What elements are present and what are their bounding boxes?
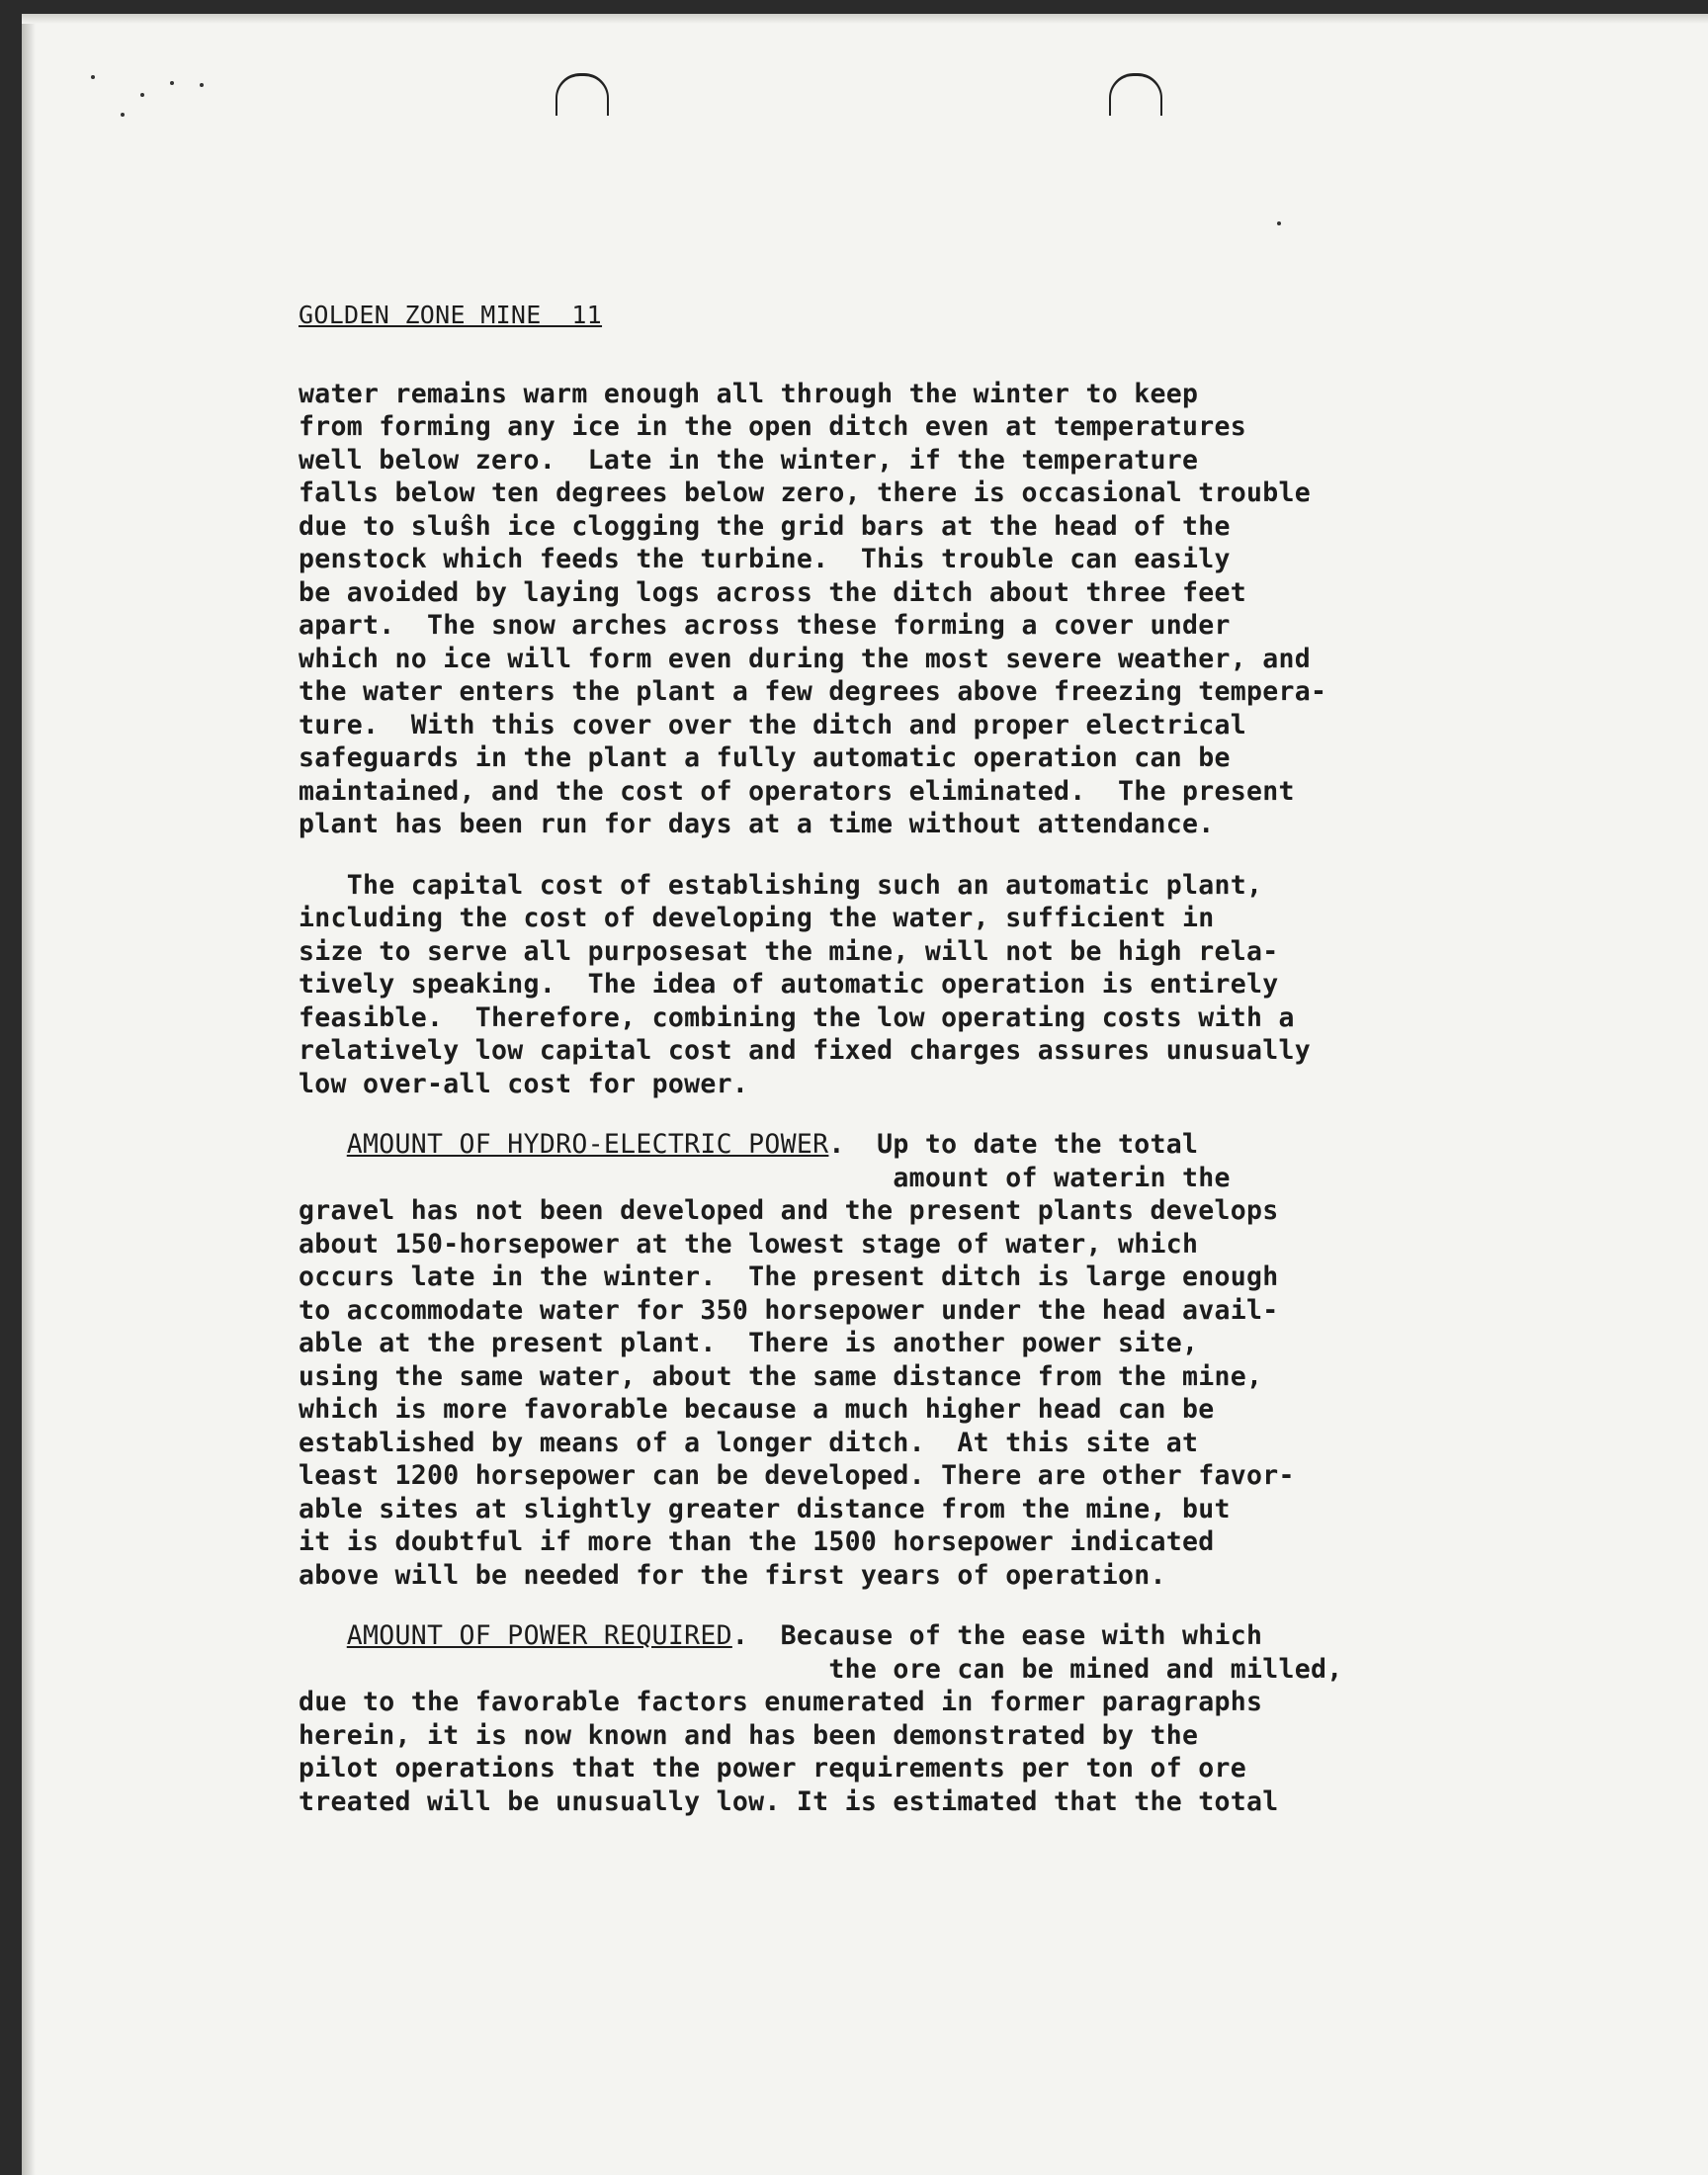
section-hydro-heading: AMOUNT OF HYDRO-ELECTRIC POWER: [346, 1129, 829, 1160]
text-line: including the cost of developing the water, sufficient in: [299, 903, 1215, 933]
text-line: water remains warm enough all through the winter to keep: [299, 378, 1199, 409]
text-line: able sites at slightly greater distance from the mine, but: [299, 1493, 1231, 1524]
text-line: plant has been run for days at a time without attendance.: [299, 809, 1215, 839]
section-power-heading-tail: . Because of the ease with which: [731, 1620, 1263, 1651]
text-line: feasible. Therefore, combining the low operating costs with a: [299, 1001, 1295, 1033]
text-line: gravel has not been developed and the present plants develops: [299, 1195, 1279, 1226]
text-line: treated will be unusually low. It is estimated that the total: [299, 1785, 1279, 1817]
speck: [1277, 221, 1281, 225]
section-power-body: [299, 1686, 1583, 1818]
speck: [170, 81, 174, 85]
text-line: from forming any ice in the open ditch even at temperatures: [299, 411, 1247, 442]
section-power-line2: the ore can be mined and milled,: [299, 1653, 1343, 1685]
text-line: The capital cost of establishing such an automatic plant,: [299, 869, 1263, 901]
text-line: ture. With this cover over the ditch and proper electrical: [299, 709, 1247, 740]
page-top-shadow: [22, 14, 1708, 24]
text-line: able at the present plant. There is another power site,: [299, 1328, 1199, 1358]
text-line: to accommodate water for 350 horsepower under the head avail-: [299, 1294, 1279, 1326]
text-line: the water enters the plant a few degrees above freezing tempera-: [299, 676, 1327, 707]
speck: [200, 83, 204, 87]
text-line: pilot operations that the power requirements per ton of ore: [299, 1753, 1247, 1784]
section-hydro-heading-tail: . Up to date the total: [828, 1129, 1199, 1160]
text-line: which is more favorable because a much higher head can be: [299, 1394, 1215, 1425]
paragraph-1: [299, 378, 1583, 841]
text-line: due to sluŝh ice clogging the grid bars at the head of the: [299, 510, 1231, 542]
text-line: occurs late in the winter. The present ditch is large enough: [299, 1262, 1279, 1292]
text-line: falls below ten degrees below zero, there is occasional trouble: [299, 478, 1312, 508]
text-line: using the same water, about the same distance from the mine,: [299, 1360, 1263, 1392]
text-line: apart. The snow arches across these forming a cover under: [299, 610, 1231, 641]
text-line: least 1200 horsepower can be developed. There are other favor-: [299, 1460, 1295, 1491]
text-line: maintained, and the cost of operators eliminated. The present: [299, 775, 1295, 807]
section-hydro-line2: amount of waterin the: [299, 1162, 1231, 1193]
section-power-heading-line: [299, 1619, 1583, 1653]
text-line: be avoided by laying logs across the ditch about three feet: [299, 576, 1247, 608]
text-line: due to the favorable factors enumerated in former paragraphs: [299, 1687, 1263, 1717]
text-line: size to serve all purposesat the mine, will not be high rela-: [299, 935, 1279, 967]
speck: [91, 75, 95, 79]
text-line: it is doubtful if more than the 1500 horsepower indicated: [299, 1526, 1215, 1557]
document-body: [299, 299, 1583, 1818]
text-line: about 150-horsepower at the lowest stage of water, which: [299, 1228, 1199, 1260]
text-line: relatively low capital cost and fixed charges assures unusually: [299, 1035, 1312, 1066]
punch-hole-left: [555, 73, 609, 116]
paragraph-2: [299, 869, 1583, 1101]
text-line: safeguards in the plant a fully automatic operation can be: [299, 742, 1231, 773]
section-hydro-heading-line: [299, 1128, 1583, 1162]
text-line: tively speaking. The idea of automatic operation is entirely: [299, 969, 1279, 1000]
text-line: above will be needed for the first years of operation.: [299, 1559, 1166, 1591]
punch-hole-right: [1109, 73, 1162, 116]
text-line: which no ice will form even during the most severe weather, and: [299, 643, 1312, 674]
document-page: [22, 14, 1708, 2175]
section-hydro-body: [299, 1194, 1583, 1592]
text-line: established by means of a longer ditch. At this site at: [299, 1427, 1199, 1458]
text-line: well below zero. Late in the winter, if the temperature: [299, 444, 1199, 476]
page-header: GOLDEN ZONE MINE 11: [299, 301, 603, 329]
text-line: low over-all cost for power.: [299, 1068, 749, 1099]
page-edge-shadow: [22, 14, 36, 2175]
section-power-heading: AMOUNT OF POWER REQUIRED: [346, 1620, 732, 1651]
text-line: herein, it is now known and has been demonstrated by the: [299, 1719, 1199, 1751]
speck: [121, 113, 125, 117]
text-line: penstock which feeds the turbine. This trouble can easily: [299, 544, 1231, 574]
speck: [140, 93, 144, 97]
